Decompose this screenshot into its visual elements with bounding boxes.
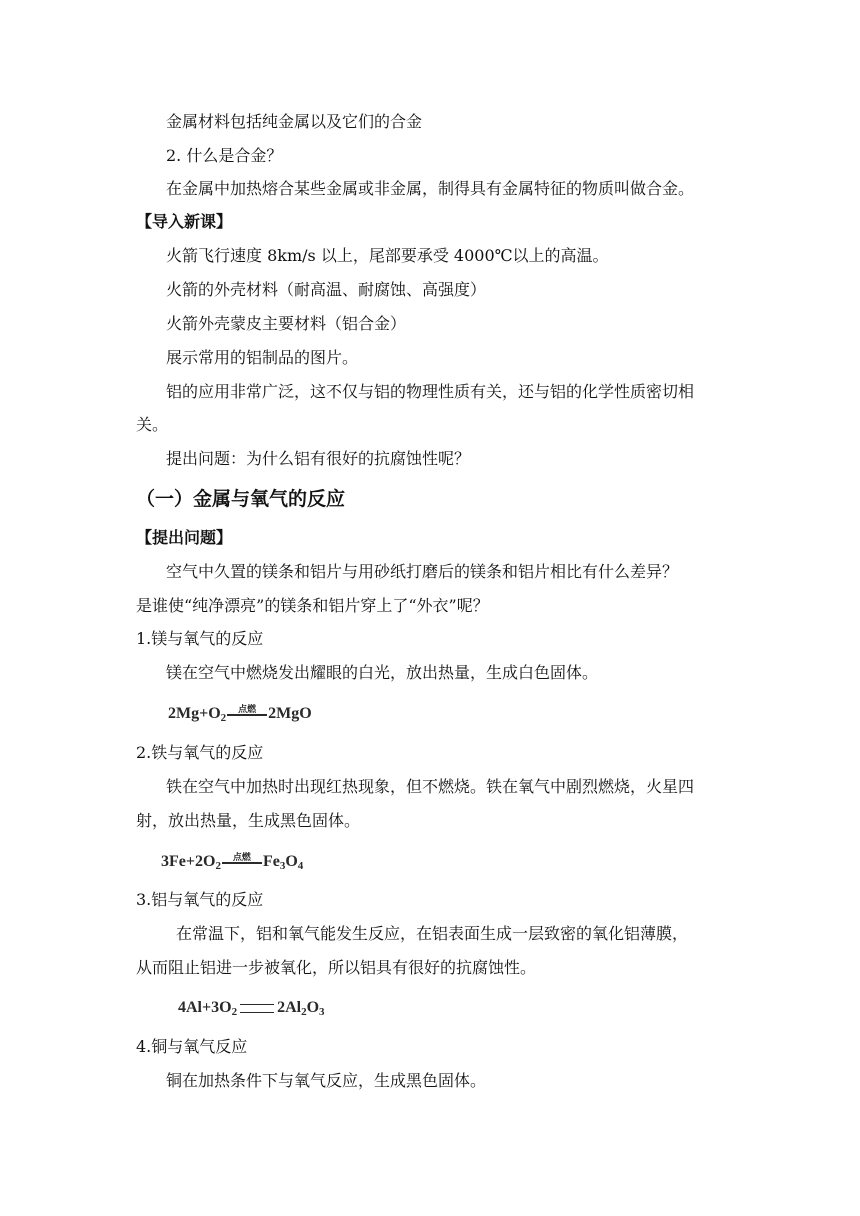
text-line: 火箭的外壳材料（耐高温、耐腐蚀、高强度） [166,280,487,299]
text-line: 提出问题：为什么铝有很好的抗腐蚀性呢？ [166,449,471,468]
text-line: 铜在加热条件下与氧气反应，生成黑色固体。 [166,1071,487,1090]
text-line: 空气中久置的镁条和铝片与用砂纸打磨后的镁条和铝片相比有什么差异？ [166,562,679,581]
text-line: 火箭外壳蒙皮主要材料（铝合金） [166,314,407,333]
text-line: 在常温下，铝和氧气能发生反应，在铝表面生成一层致密的氧化铝薄膜， [176,924,689,943]
reaction-arrow: 点燃 [222,854,262,870]
subheading: 2.铁与氧气的反应 [136,743,264,762]
text-line: 金属材料包括纯金属以及它们的合金 [166,112,423,131]
subheading: 3.铝与氧气的反应 [136,890,264,909]
text-line: 铝的应用非常广泛，这不仅与铝的物理性质有关，还与铝的化学性质密切相 [166,382,695,401]
equation-al: $4Al+3O_2$ $2Al_2O_3$ [178,999,325,1018]
text-line: 从而阻止铝进一步被氧化，所以铝具有很好的抗腐蚀性。 [136,958,537,977]
text-line: 铁在空气中加热时出现红热现象，但不燃烧。铁在氧气中剧烈燃烧，火星四 [166,777,695,796]
subheading: 1.镁与氧气的反应 [136,629,264,648]
text-line: 射，放出热量，生成黑色固体。 [136,811,361,830]
text-line: 是谁使“纯净漂亮”的镁条和铝片穿上了“外衣”呢？ [136,596,489,615]
section-label: 【提出问题】 [136,528,233,547]
text-line: 展示常用的铝制品的图片。 [166,348,359,367]
text-line: 在金属中加热熔合某些金属或非金属，制得具有金属特征的物质叫做合金。 [166,179,695,198]
text-line: 2. 什么是合金？ [166,146,283,165]
reaction-arrow: 点燃 [227,706,267,722]
text-line: 关。 [136,415,169,434]
equals-sign [240,1004,274,1013]
section-heading: （一）金属与氧气的反应 [136,488,346,510]
text-line: 镁在空气中燃烧发出耀眼的白光，放出热量，生成白色固体。 [166,663,599,682]
text-line: 火箭飞行速度 8km/s 以上，尾部要承受 4000℃以上的高温。 [166,246,609,265]
equation-mg: $2Mg+O_2$ 点燃 2MgO [168,705,312,724]
section-label: 【导入新课】 [136,212,233,231]
equation-fe: $3Fe+2O_2$ 点燃 $Fe_3O_4$ [161,853,304,872]
subheading: 4.铜与氧气反应 [136,1037,248,1056]
